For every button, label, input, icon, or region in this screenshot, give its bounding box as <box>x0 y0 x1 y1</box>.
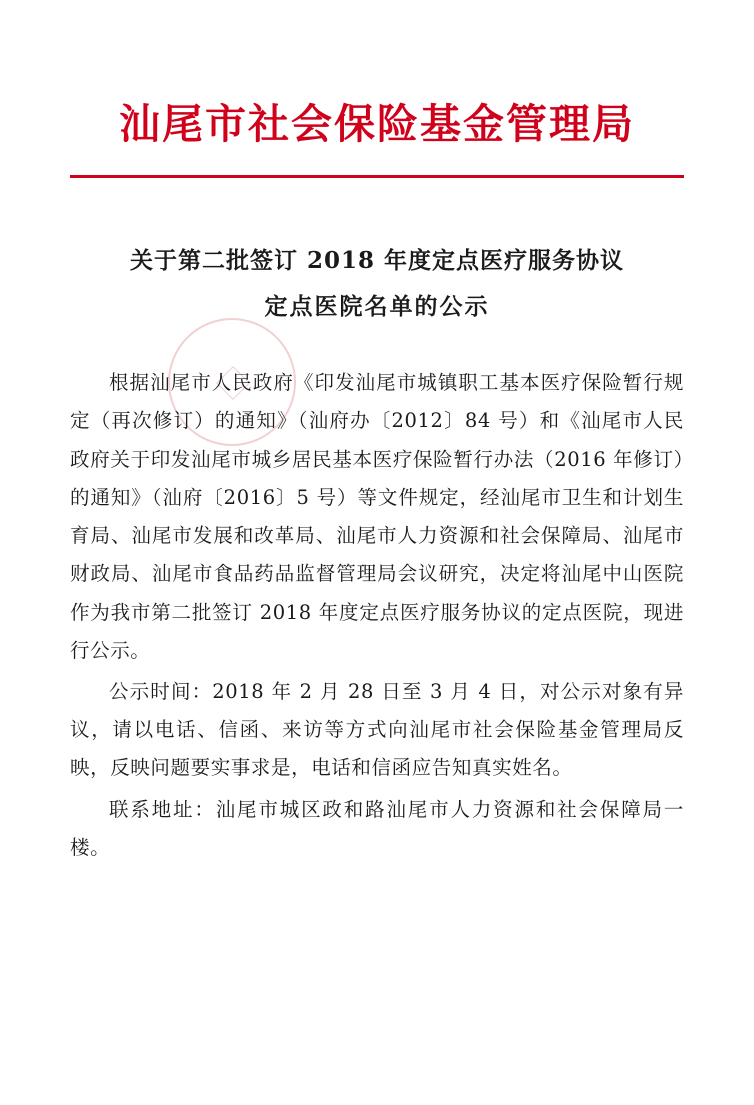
page-title-line-2: 定点医院名单的公示 <box>264 293 490 321</box>
body-paragraph: 公示时间：2018 年 2 月 28 日至 3 月 4 日，对公示对象有异议，请以电话、信函、来访等方式向汕尾市社会保险基金管理局反映，反映问题要实事求是，电话和信函应告知真实姓名。 <box>70 679 684 780</box>
document-body <box>70 364 684 867</box>
letterhead-divider <box>70 175 684 178</box>
issuing-organization: 汕尾市社会保险基金管理局 <box>119 100 635 148</box>
letterhead <box>70 0 684 178</box>
body-paragraph: 根据汕尾市人民政府《印发汕尾市城镇职工基本医疗保险暂行规定（再次修订）的通知》（汕府办〔2012〕84 号）和《汕尾市人民政府关于印发汕尾市城乡居民基本医疗保险暂行办法（2016 年修订）的通知》（汕府〔2016〕5 号）等文件规定，经汕尾市卫生和计划生育局、汕尾市发展和改革局、汕尾市人力资源和社会保障局、汕尾市财政局、汕尾市食品药品监督管理局会议研究，决定将汕尾中山医院作为我市第二批签订 2018 年度定点医疗服务协议的定点医院，现进行公示。 <box>70 371 685 662</box>
body-paragraph: 联系地址：汕尾市城区政和路汕尾市人力资源和社会保障局一楼。 <box>70 797 684 859</box>
page-title <box>70 238 684 330</box>
page-title-line-1: 关于第二批签订 2018 年度定点医疗服务协议 <box>129 247 625 275</box>
